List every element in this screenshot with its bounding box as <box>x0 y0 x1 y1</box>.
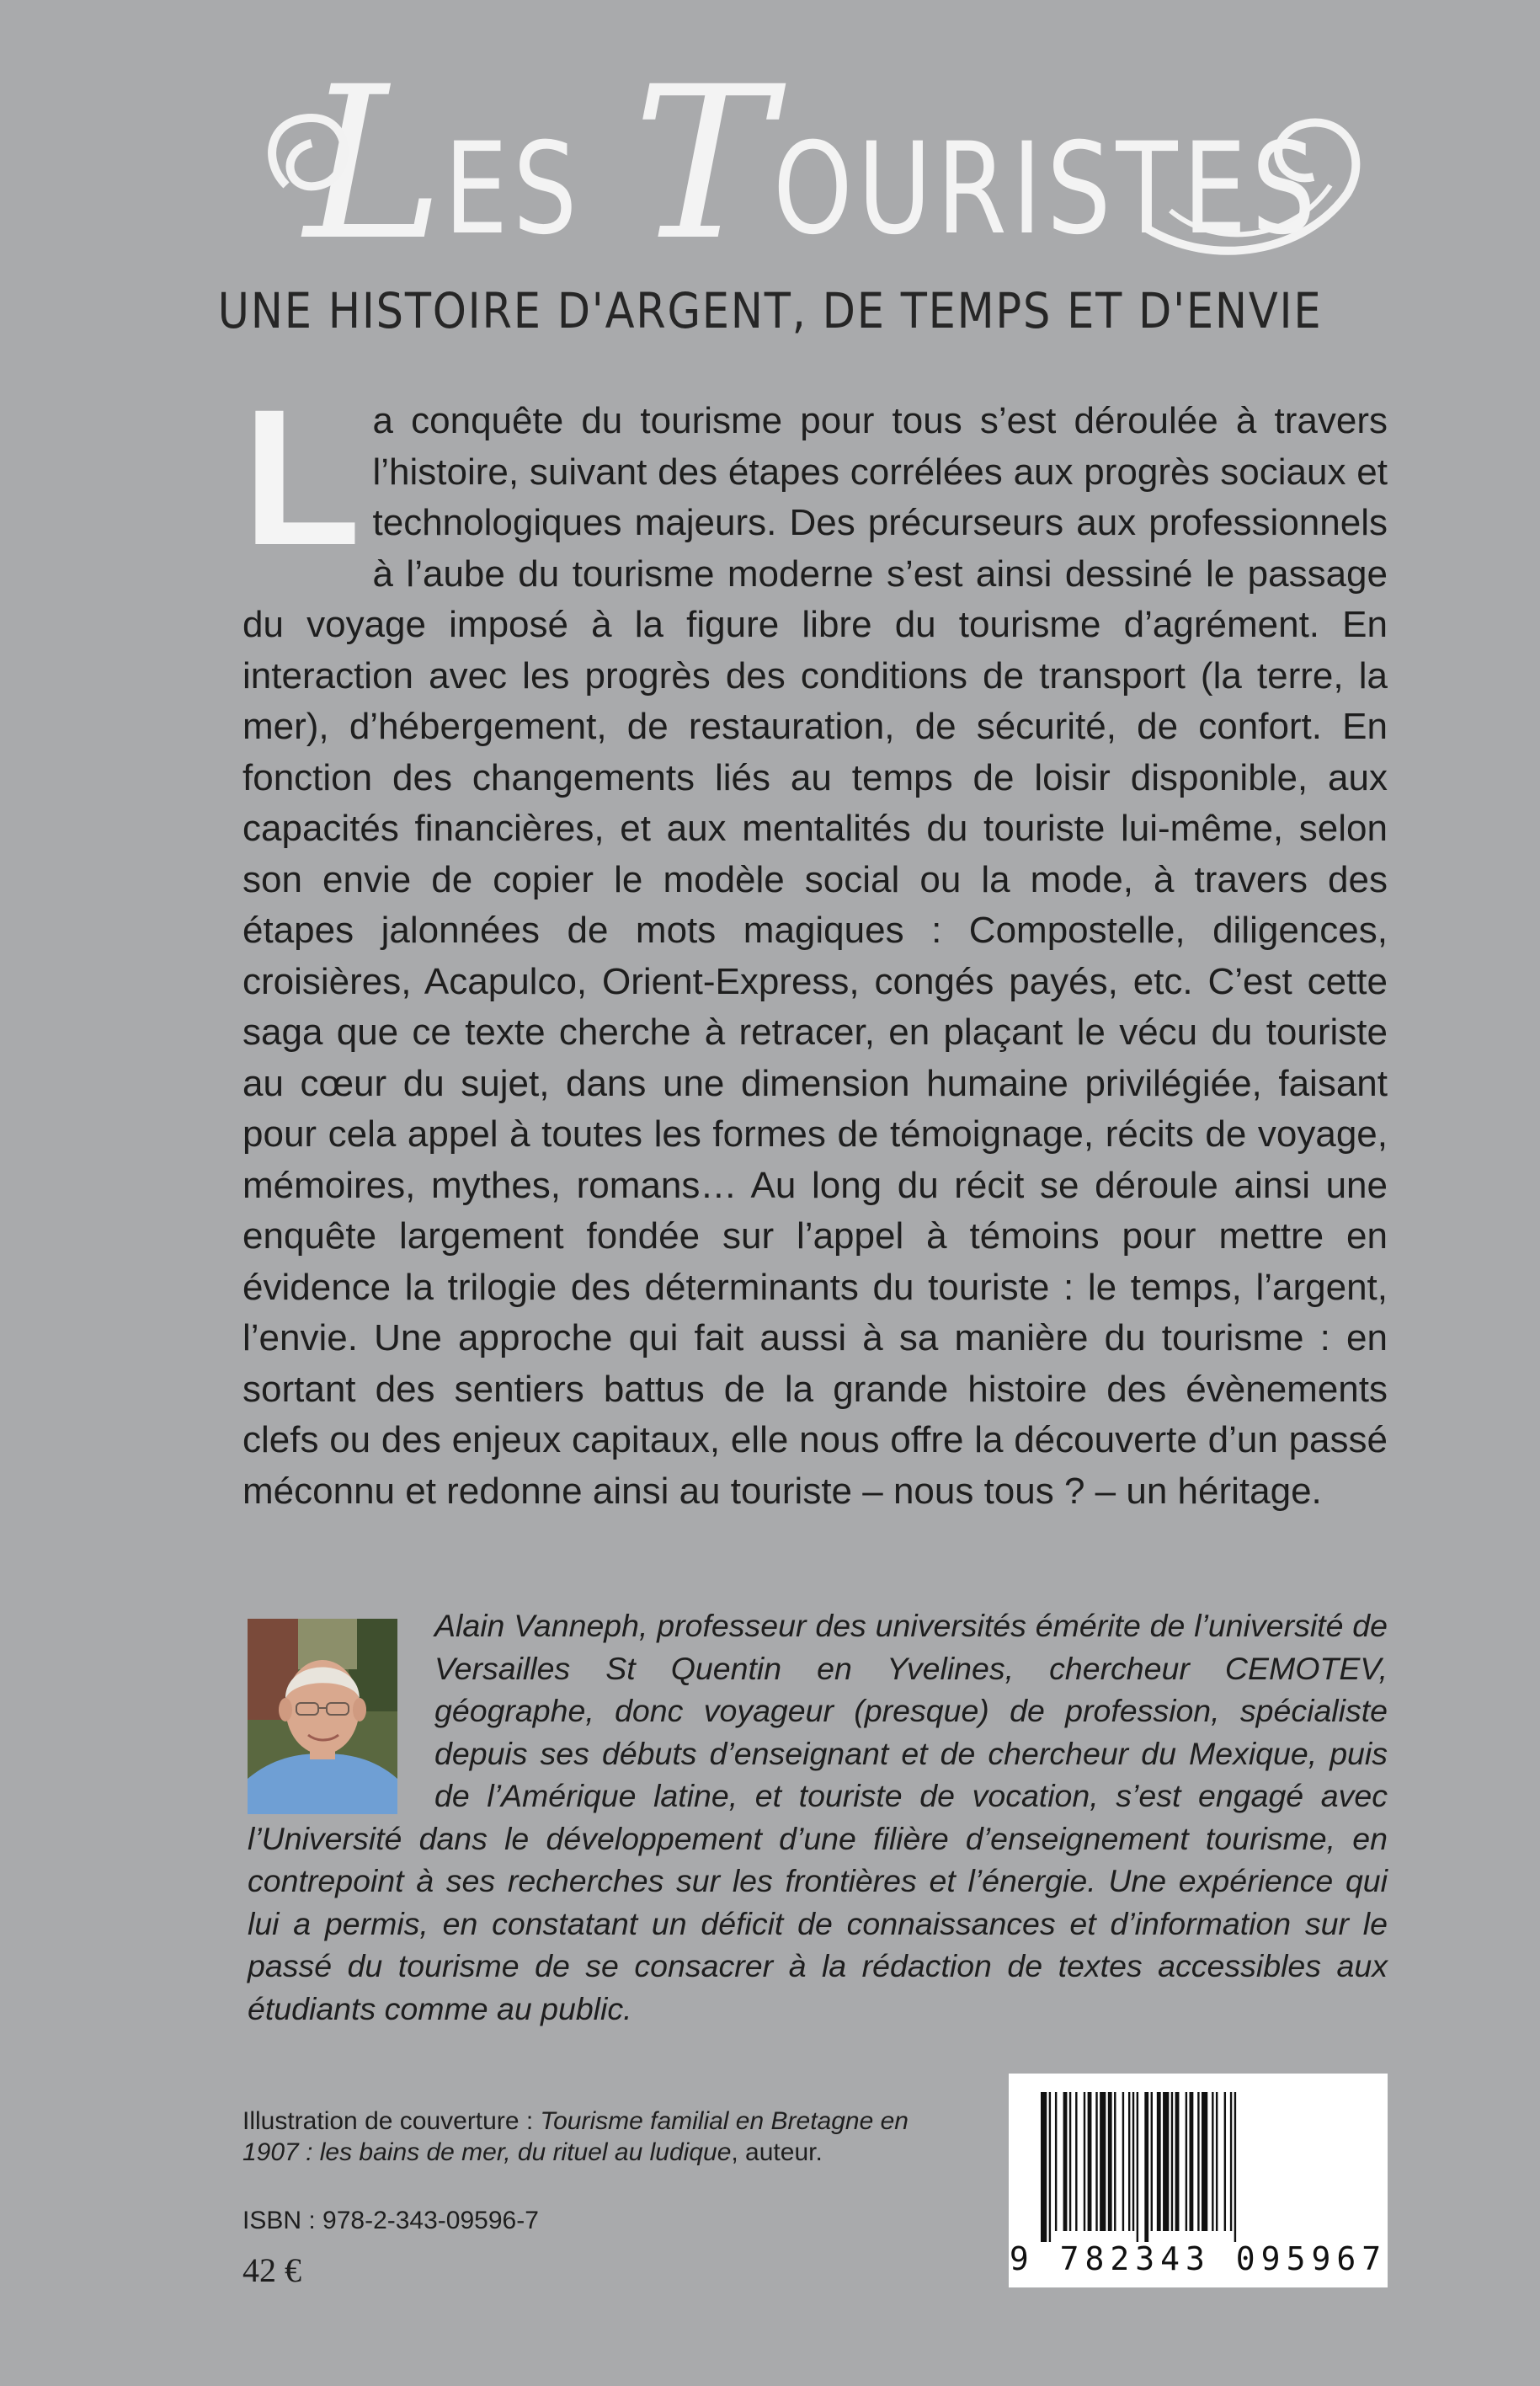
barcode-bar <box>1144 2092 1148 2242</box>
credit-suffix: , auteur. <box>731 2138 823 2166</box>
credit-prefix: Illustration de couverture : <box>242 2107 541 2135</box>
blurb-paragraph <box>242 369 1388 1517</box>
barcode-bar <box>1049 2092 1051 2242</box>
barcode <box>1009 2074 1388 2287</box>
barcode-bar <box>1230 2092 1232 2231</box>
drop-cap: L <box>242 369 361 585</box>
author-bio <box>248 1604 1388 2030</box>
barcode-bar <box>1197 2092 1199 2231</box>
barcode-bar <box>1151 2092 1153 2231</box>
author-photo <box>248 1619 397 1814</box>
title-initial-l: L <box>304 41 445 286</box>
barcode-bar <box>1041 2092 1047 2242</box>
blurb-text: a conquête du tourisme pour tous s’est déroulée à travers l’histoire, suivant des étapes corrélées aux progrès sociaux et technologiques majeurs. Des précurseurs aux professionnels à l’aube du tourisme moderne s’est ainsi dessiné le passage du voyage imposé à la figure libre du tourisme d’agrément. En interaction avec les progrès des conditions de transport (la terre, la mer), d’hébergement, de restauration, de sécurité, de confort. En fonction des changements liés au temps de loisir disponible, aux capacités financières, et aux mentalités du touriste lui-même, selon son envie de copier le modèle social ou la mode, à travers des étapes jalonnées de mots magiques : Compostelle, diligences, croisières, Acapulco, Orient-Express, congés payés, etc. C’est cette saga que ce texte cherche à retracer, en plaçant le vécu du touriste au cœur du sujet, dans une dimension humaine privilégiée, faisant pour cela appel à toutes les formes de témoignage, récits de voyage, mémoires, mythes, romans… Au long du récit se déroule ainsi une enquête largement fondée sur l’appel à témoins pour mettre en évidence la trilogie des déterminants du touriste : le temps, l’argent, l’envie. Une approche qui fait aussi à sa manière du tourisme : en sortant des sentiers battus de la grande histoire des évènements clefs ou des enjeux capitaux, elle nous offre la découverte d’un passé méconnu et redonne ainsi au touriste – nous tous ? – un héritage. <box>242 400 1388 1512</box>
barcode-bar <box>1137 2092 1138 2242</box>
barcode-bar <box>1069 2092 1071 2231</box>
barcode-bar <box>1212 2092 1213 2231</box>
title-initial-t: T <box>632 41 774 286</box>
barcode-bar <box>1055 2092 1057 2231</box>
credit-title: Tourisme familial en Bretagne en 1907 : les bains de mer, du rituel au ludique <box>242 2107 909 2166</box>
barcode-bar <box>1100 2092 1106 2231</box>
cover-illustration-credit <box>242 2106 916 2168</box>
isbn: ISBN : 978-2-343-09596-7 <box>242 2207 539 2234</box>
barcode-bar <box>1132 2092 1134 2231</box>
barcode-bar <box>1108 2092 1112 2231</box>
barcode-bar <box>1234 2092 1236 2242</box>
barcode-bar <box>1114 2092 1116 2231</box>
barcode-bar <box>1224 2092 1226 2231</box>
barcode-bar <box>1190 2092 1194 2231</box>
barcode-bar <box>1088 2092 1092 2231</box>
barcode-bar <box>1216 2092 1218 2231</box>
book-subtitle: UNE HISTOIRE D'ARGENT, DE TEMPS ET D'ENVIE <box>217 282 1323 339</box>
barcode-bar <box>1202 2092 1207 2231</box>
author-bio-text: Alain Vanneph, professeur des universités émérite de l’université de Versailles St Quentin en Yvelines, chercheur CEMOTEV, géographe, donc voyageur (presque) de profession, spécialiste depuis ses débuts d’enseignant et de chercheur du Mexique, puis de l’Amérique latine, et touriste de vocation, s’est engagé avec l’Université dans le développement d’une filière d’enseignement tourisme, en contrepoint à ses recherches sur les frontières et l’énergie. Une expérience qui lui a permis, en constatant un déficit de connaissances et d’information sur le passé du tourisme de se consacrer à la rédaction de textes accessibles aux étudiants comme au public. <box>248 1608 1388 2026</box>
title-touristes-rest: OURISTES <box>773 116 1321 264</box>
barcode-bar <box>1095 2092 1097 2231</box>
author-portrait-image <box>248 1619 397 1814</box>
barcode-bar <box>1128 2092 1130 2231</box>
barcode-bar <box>1175 2092 1180 2231</box>
barcode-bar <box>1075 2092 1077 2231</box>
barcode-bar <box>1171 2092 1173 2231</box>
barcode-bar <box>1084 2092 1085 2231</box>
barcode-digits: 9 782343 095967 <box>1009 2240 1388 2277</box>
price: 42 € <box>242 2251 301 2289</box>
barcode-bar <box>1186 2092 1187 2231</box>
title-les-rest: ES <box>444 116 583 264</box>
barcode-bar <box>1063 2092 1068 2231</box>
barcode-bar <box>1122 2092 1124 2231</box>
barcode-bar <box>1163 2092 1169 2231</box>
book-title <box>253 41 1372 286</box>
barcode-bar <box>1157 2092 1161 2231</box>
